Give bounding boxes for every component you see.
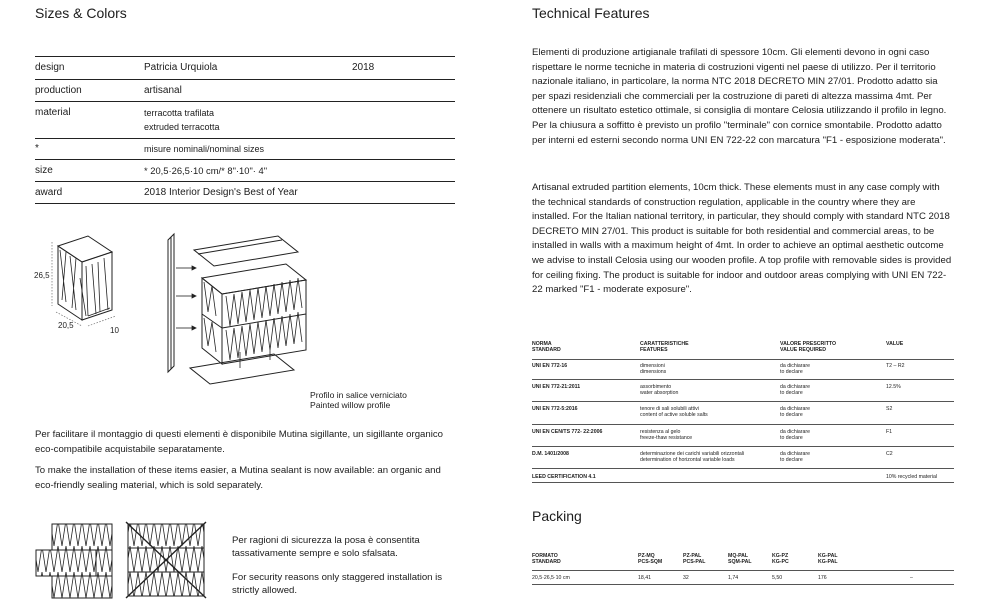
bottom-profile	[190, 354, 294, 384]
table-rule	[532, 584, 954, 585]
table-rule	[532, 424, 954, 425]
row-norm: D.M. 1401/2008	[532, 451, 569, 457]
technical-text-it: Elementi di produzione artigianale trafilati di spessore 10cm. Gli elementi devono in ogni caso rispettare le norme tecniche in materia di costruzioni vigenti nel paese di utilizzo. Per il territorio nazionale italiano, in particolare, la norma NTC 2018 DECRETO MIN 27/01. Prodotto adatto sia per spazi residenziali che commerciali per la costruzione di pareti di altezza massima 4mt. Per ottenere un risultato estetico ottimale, si consiglia di montare Celosia utilizzando il profilo in legno. Per la chiusura a soffitto è previsto un profilo "terminale" con cornice smontabile. Prodotto adatto per interni ed esterni secondo norma UNI EN 722-22 con marcatura "F1 - esposizione moderata".	[532, 47, 947, 146]
row-norm: UNI EN 772-21:2011	[532, 384, 581, 390]
table-rule	[532, 570, 954, 571]
header-norm: NORMA STANDARD	[532, 341, 561, 354]
table-rule	[532, 482, 954, 483]
row-norm: UNI EN 772-5:2016	[532, 406, 578, 412]
packing-header: KG-PAL KG-PAL	[818, 553, 838, 566]
spec-key: material	[35, 107, 71, 118]
packing-cell: 1,74	[728, 575, 739, 581]
spec-extra: 2018	[352, 62, 375, 73]
spec-rule	[35, 181, 455, 182]
packing-header: MQ-PAL SQM-PAL	[728, 553, 752, 566]
sizes-colors-title: Sizes & Colors	[35, 5, 127, 21]
spec-value: terracotta trafilata	[144, 108, 215, 118]
row-required: da dichiarare to declare	[780, 451, 810, 464]
installation-diagram	[34, 520, 224, 600]
top-profile	[194, 236, 298, 266]
row-features: resistenza al gelo freeze-thaw resistance	[640, 429, 693, 442]
row-required: da dichiarare to declare	[780, 406, 810, 419]
profile-caption	[310, 390, 407, 411]
packing-cell: 32	[683, 575, 689, 581]
spec-value: misure nominali/nominal sizes	[144, 144, 265, 154]
table-rule	[532, 359, 954, 360]
table-rule	[532, 379, 954, 380]
row-norm: LEED CERTIFICATION 4.1	[532, 474, 596, 480]
technical-features-title: Technical Features	[532, 5, 650, 21]
spec-rule	[35, 101, 455, 102]
spec-key: *	[35, 143, 39, 154]
profile-caption-en: Painted willow profile	[310, 400, 391, 411]
header-value: VALUE	[886, 341, 904, 347]
table-rule	[532, 446, 954, 447]
row-features: determinazione dei carichi variabili orizzontali determination of horizontal variable loads	[640, 451, 745, 464]
spec-key: design	[35, 62, 65, 73]
dimension-height: 26,5	[34, 271, 50, 280]
packing-title: Packing	[532, 508, 582, 524]
header-features: CARATTERISTICHE FEATURES	[640, 341, 689, 354]
row-features: tenore di sali solubili attivi content of active soluble salts	[640, 406, 708, 419]
row-features: dimensioni dimensions	[640, 363, 667, 376]
dimension-width: 20,5	[58, 321, 74, 330]
spec-key: production	[35, 85, 82, 96]
header-value-required: VALORE PRESCRITTO VALUE REQUIRED	[780, 341, 837, 354]
table-rule	[532, 401, 954, 402]
packing-cell: 176	[818, 575, 827, 581]
staggered-installation	[36, 524, 112, 598]
packing-header: KG-PZ KG-PC	[772, 553, 789, 566]
brick-dimension-drawing	[30, 228, 130, 338]
packing-header: PZ-PAL PCS-PAL	[683, 553, 706, 566]
profile-caption-it: Profilo in salice verniciato	[310, 390, 407, 400]
row-value: T2 – R2	[886, 363, 905, 369]
table-rule	[532, 468, 954, 469]
spec-rule	[35, 79, 455, 80]
spec-bottom-rule	[35, 203, 455, 204]
packing-cell: 18,41	[638, 575, 651, 581]
spec-value-2: extruded terracotta	[144, 122, 220, 132]
dimension-depth: 10	[110, 326, 119, 335]
row-value: 12.5%	[886, 384, 901, 390]
packing-cell: –	[910, 575, 913, 581]
packing-header: PZ-MQ PCS-SQM	[638, 553, 663, 566]
technical-text-en: Artisanal extruded partition elements, 10cm thick. These elements must in any case comply with the technical standards of construction regulation, applicable in the country where they are installed. For the Italian national territory, in particular, they should comply with standard NTC 2018 DECRETO MIN 27/01. This product is suitable for both residential and commercial areas, to be installed in walls with a maximum height of 4mt. In order to achieve an optimal aesthetic outcome we advise to install Celosia using our wooden profile. A top profile with removable sides is provided for ceiling fixing. The product is suitable for indoor and outdoor areas complying with UNI EN 722-22 marked "F1 - moderate exposure".	[532, 182, 952, 296]
row-value: C2	[886, 451, 893, 457]
spec-key: award	[35, 187, 63, 198]
spec-rule	[35, 159, 455, 160]
row-features: assorbimento water absorption	[640, 384, 679, 397]
row-norm: UNI EN CEN/TS 772- 22:2006	[532, 429, 603, 435]
row-value: F1	[886, 429, 893, 435]
sealant-text-en: To make the installation of these items easier, a Mutina sealant is now available: an organic and eco-friendly sealing material, which is sold separately.	[35, 465, 441, 491]
packing-cell: 20,5·26,5·10 cm	[532, 575, 570, 581]
spec-value: 2018 Interior Design's Best of Year	[144, 187, 298, 198]
spec-rule	[35, 138, 455, 139]
packing-header: FORMATO STANDARD	[532, 553, 561, 566]
security-text-en: For security reasons only staggered installation is strictly allowed.	[232, 572, 443, 596]
row-required: da dichiarare to declare	[780, 363, 810, 376]
sealant-text-it: Per facilitare il montaggio di questi elementi è disponibile Mutina sigillante, un sigillante organico eco-compatibile acquistabile separatamente.	[35, 429, 443, 455]
security-text-it: Per ragioni di sicurezza la posa è consentita tassativamente sempre e solo sfalsata.	[232, 535, 420, 559]
row-value: 10% recycled material	[886, 474, 938, 480]
spec-value: Patricia Urquiola	[144, 62, 218, 73]
spec-key: size	[35, 165, 53, 176]
spec-value: artisanal	[144, 85, 182, 96]
row-value: S2	[886, 406, 893, 412]
spec-value: * 20,5·26,5·10 cm/* 8"·10"· 4"	[144, 165, 268, 176]
exploded-assembly-drawing	[160, 228, 310, 393]
row-required: da dichiarare to declare	[780, 384, 810, 397]
packing-cell: 5,50	[772, 575, 783, 581]
row-required: da dichiarare to declare	[780, 429, 810, 442]
spec-top-rule	[35, 56, 455, 57]
row-norm: UNI EN 772-16	[532, 363, 568, 369]
